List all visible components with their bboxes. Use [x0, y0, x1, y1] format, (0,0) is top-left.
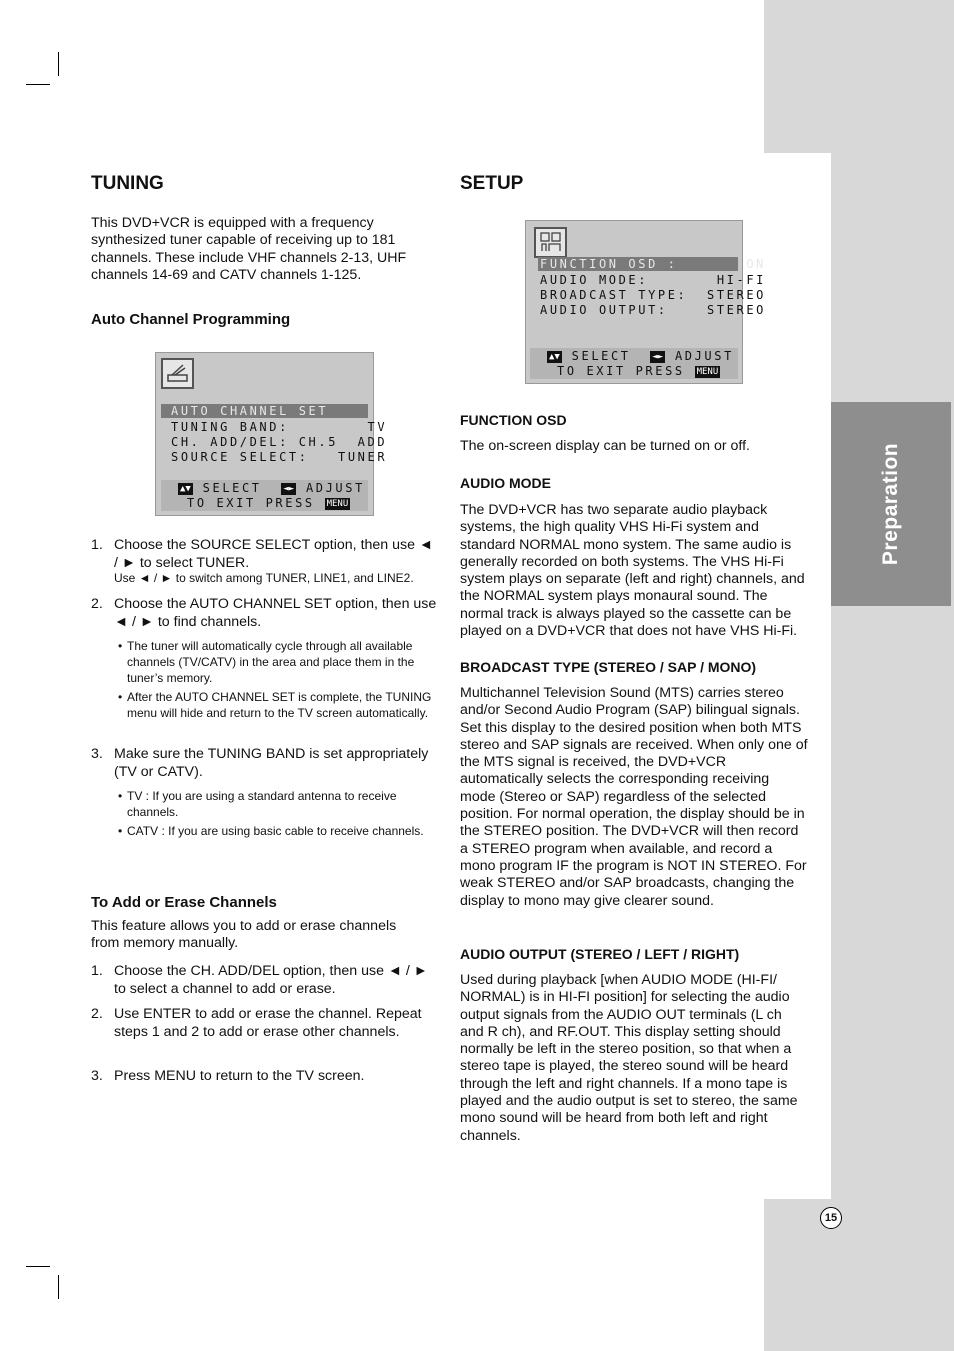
step-text: Choose the AUTO CHANNEL SET option, then use ◄ / ► to find channels.	[114, 596, 437, 630]
tuning-title: TUNING	[91, 173, 164, 194]
osd-exit-label: TO EXIT PRESS	[557, 364, 685, 378]
osd-row: CH. ADD/DEL: CH.5 ADD	[171, 435, 388, 449]
osd-select-label: SELECT	[571, 349, 631, 363]
step-item	[91, 962, 441, 1002]
step-item	[91, 595, 441, 635]
step-text: Make sure the TUNING BAND is set appropriately (TV or CATV).	[114, 746, 429, 780]
crop-mark	[26, 84, 50, 85]
antenna-icon	[161, 358, 194, 389]
setup-icon	[534, 227, 567, 258]
section-tab-label: Preparation	[879, 442, 902, 566]
broadcast-type-heading: BROADCAST TYPE (STEREO / SAP / MONO)	[460, 659, 757, 675]
osd-row-highlighted: AUTO CHANNEL SET	[161, 404, 368, 418]
step-text: Use ENTER to add or erase the channel. Repeat steps 1 and 2 to add or erase other channels.	[114, 1006, 422, 1040]
osd-exit-label: TO EXIT PRESS	[187, 496, 315, 510]
side-band	[764, 1199, 954, 1351]
osd-footer	[530, 348, 738, 379]
step-text: Press MENU to return to the TV screen.	[114, 1068, 365, 1084]
menu-key: MENU	[696, 366, 719, 377]
step-number: 3.	[91, 1068, 103, 1084]
tuning-intro: This DVD+VCR is equipped with a frequency synthesized tuner capable of receiving up to 181 channels. These include VHF channels 2-13, UHF channels 14-69 and CATV channels 1-125.	[91, 215, 407, 283]
osd-select-label: SELECT	[202, 481, 262, 495]
bullet-item: • CATV : If you are using basic cable to receive channels.	[118, 824, 437, 840]
crop-mark	[58, 52, 59, 76]
audio-mode-text: The DVD+VCR has two separate audio playback systems, the high quality VHS Hi-Fi system and standard NORMAL mono system. The same audio is generally recorded on both systems. The VHS Hi-Fi system plays on separate (left and right) channels, and the NORMAL system plays monaural sound. The normal track is always played so the cassette can be played on a DVD+VCR that does not have VHS Hi-Fi.	[460, 502, 805, 640]
step-item	[91, 536, 441, 576]
bullet-item: • After the AUTO CHANNEL SET is complete, the TUNING menu will hide and return to the TV screen automatically.	[118, 690, 437, 722]
step-number: 2.	[91, 596, 103, 612]
osd-adjust-label: ADJUST	[305, 481, 365, 495]
broadcast-type-text: Multichannel Television Sound (MTS) carries stereo and/or Second Audio Program (SAP) bilingual signals. Set this display to the desired position when both MTS stereo and SAP signals are received. When only one of the MTS signal is received, the DVD+VCR automatically selects the corresponding receiving mode (Stereo or SAP) regardless of the selected position. For normal operation, the display should be in the STEREO position. The DVD+VCR will then record a STEREO program when available, and record a mono program IF the program is NOT IN STEREO. For weak STEREO and/or SAP broadcasts, changing the display to mono may give clearer sound.	[460, 685, 808, 909]
setup-osd-screen	[525, 220, 766, 384]
step-note: Use ◄ / ► to switch among TUNER, LINE1, and LINE2.	[114, 571, 414, 585]
osd-row: BROADCAST TYPE: STEREO	[540, 288, 766, 302]
add-erase-heading: To Add or Erase Channels	[91, 894, 277, 911]
crop-mark	[58, 1275, 59, 1299]
page-number: 15	[820, 1207, 842, 1229]
function-osd-text: The on-screen display can be turned on or off.	[460, 438, 750, 454]
step-item	[91, 1005, 441, 1061]
osd-row: AUDIO OUTPUT: STEREO	[540, 303, 766, 317]
osd-row-highlighted: FUNCTION OSD : ON	[540, 257, 766, 271]
side-band	[764, 0, 954, 153]
step-number: 1.	[91, 537, 103, 553]
step-item	[91, 745, 441, 785]
step-item	[91, 1067, 441, 1087]
side-band	[831, 153, 954, 1199]
function-osd-heading: FUNCTION OSD	[460, 412, 567, 428]
osd-row: SOURCE SELECT: TUNER	[171, 450, 388, 464]
step-text: Choose the SOURCE SELECT option, then use ◄ / ► to select TUNER.	[114, 537, 433, 571]
up-down-icon: ▲▼	[180, 483, 191, 494]
section-tab	[831, 402, 951, 606]
bullet-item: • The tuner will automatically cycle through all available channels (TV/CATV) in the area and place them in the tuner’s memory.	[118, 639, 437, 686]
crop-mark	[26, 1266, 50, 1267]
audio-mode-heading: AUDIO MODE	[460, 475, 551, 491]
auto-channel-heading: Auto Channel Programming	[91, 311, 291, 328]
step-number: 3.	[91, 746, 103, 762]
osd-row: AUDIO MODE: HI-FI	[540, 273, 766, 287]
add-erase-intro: This feature allows you to add or erase channels from memory manually.	[91, 918, 397, 952]
left-right-icon: ◄►	[283, 483, 295, 494]
tuning-osd-screen	[155, 352, 388, 516]
step-number: 1.	[91, 963, 103, 979]
audio-output-text: Used during playback [when AUDIO MODE (HI-FI/ NORMAL) is in HI-FI position] for selecting the audio output signals from the AUDIO OUT terminals (L ch and R ch), and RF.OUT. This display setting should normally be left in the stereo position, so that when a stereo tape is played, the stereo sound will be heard through the left and right channels. If a mono tape is played and the audio output is set to stereo, the same mono sound will be heard from both left and right channels.	[460, 972, 798, 1144]
osd-footer	[161, 480, 368, 511]
step-number: 2.	[91, 1006, 103, 1022]
menu-key: MENU	[326, 498, 349, 509]
osd-row: TUNING BAND: TV	[171, 420, 388, 434]
left-right-icon: ◄►	[652, 351, 664, 362]
bullet-item: • TV : If you are using a standard antenna to receive channels.	[118, 789, 437, 821]
osd-adjust-label: ADJUST	[674, 349, 734, 363]
audio-output-heading: AUDIO OUTPUT (STEREO / LEFT / RIGHT)	[460, 946, 740, 962]
setup-title: SETUP	[460, 173, 524, 194]
step-text: Choose the CH. ADD/DEL option, then use ◄ / ► to select a channel to add or erase.	[114, 963, 428, 997]
up-down-icon: ▲▼	[549, 351, 560, 362]
